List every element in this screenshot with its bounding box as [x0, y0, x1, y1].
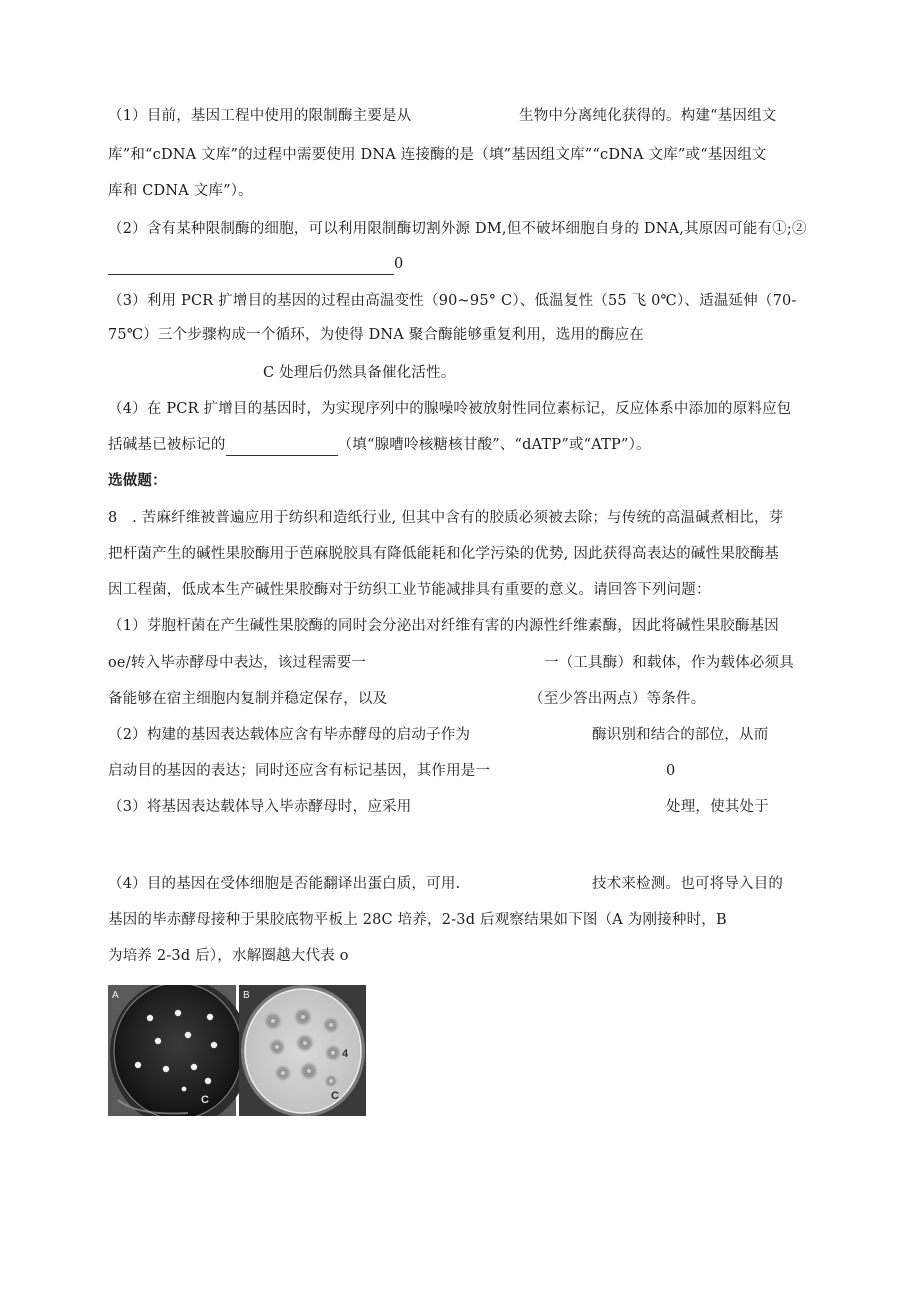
- q8-p3-line1a: （3）将基因表达载体导入毕赤酵母时，应采用: [108, 799, 412, 815]
- q8-p4-line2: 基因的毕赤酵母接种于果胶底物平板上 28C 培养，2-3d 后观察结果如下图（A 为刚接种时，B: [108, 912, 727, 928]
- q8-p2-line1a: （2）构建的基因表达载体应含有毕赤酵母的启动子作为: [108, 727, 471, 743]
- answer-blank: [226, 435, 338, 456]
- section-title: 选做题：: [108, 472, 167, 489]
- q1-line2: 库”和“cDNA 文库”的过程中需要使用 DNA 连接酶的是（填”基因组文库”“cDNA 文库”或“基因组文: [108, 147, 767, 163]
- q1-line1a: （1）目前，基因工程中使用的限制酶主要是从: [108, 108, 412, 124]
- q8-p1-line2b: 一（工具酶）和载体，作为载体必须具: [544, 655, 794, 671]
- q8-p2-line1b: 酶识别和结合的部位，从而: [592, 727, 769, 743]
- panel-b-label: B: [243, 990, 250, 1001]
- q8-p4-line3: 为培养 2-3d 后），水解圈越大代表 o: [108, 948, 349, 964]
- panel-b-mark-4: 4: [342, 1048, 349, 1060]
- q1-line3: 库和 CDNA 文库”）。: [108, 183, 253, 199]
- q4-line2a: 括碱基已被标记的: [108, 437, 226, 453]
- q3-line3: C 处理后仍然具备催化活性。: [263, 365, 456, 381]
- answer-blank: [108, 254, 394, 275]
- q8-p4-line1b: 技术来检测。也可将导入目的: [592, 876, 784, 892]
- hydrolysis-halos: [263, 1007, 342, 1088]
- q2-line2: [108, 254, 403, 275]
- q4-line2: [108, 435, 651, 456]
- q8-p1-line1: （1）芽胞杆菌在产生碱性果胶酶的同时会分泌出对纤维有害的内源性纤维素酶，因此将碱性果胶酶基因: [108, 618, 779, 634]
- q8-p4-line1a: （4）目的基因在受体细胞是否能翻译出蛋白质，可用.: [108, 876, 461, 892]
- q8-p1-line3a: 备能够在宿主细胞内复制并稳定保存，以及: [108, 691, 388, 707]
- q8-p1-line2a: oe/转入毕赤酵母中表达，该过程需要一: [108, 655, 366, 671]
- q3-line1: （3）利用 PCR 扩增目的基因的过程由高温变性（90~95° C）、低温复性（55 飞 0℃）、适温延伸（70-: [108, 293, 797, 309]
- q1-line1b: 生物中分离纯化获得的。构建“基因组文: [519, 108, 777, 124]
- q8-p3-line1b: 处理，使其处于: [666, 799, 769, 815]
- q8-p2-line2b: 0: [666, 763, 676, 779]
- q8-intro2: 把杆菌产生的碱性果胶酶用于芭麻脱胶具有降低能耗和化学污染的优势, 因此获得高表达的碱性果胶酶基: [108, 546, 780, 562]
- q8-p1-line3b: （至少答出两点）等条件。: [529, 691, 706, 707]
- q8-intro1: 8 . 苦麻纤维被普遍应用于纺织和造纸行业, 但其中含有的胶质必须被去除；与传统的高温碱煮相比，芽: [108, 510, 784, 526]
- q4-line1: （4）在 PCR 扩增目的基因时，为实现序列中的腺噪呤被放射性同位素标记，反应体系中添加的原料应包: [108, 401, 792, 417]
- panel-b: [239, 985, 366, 1116]
- panel-a-label: A: [112, 990, 119, 1001]
- q4-line2b: （填“腺嘈呤核糖核甘酸”、“dATP”或“ATP”）。: [337, 437, 651, 453]
- q3-line2: 75℃）三个步骤构成一个循环，为使得 DNA 聚合酶能够重复利用，选用的酶应在: [108, 327, 644, 343]
- panel-a-mark-c: C: [201, 1094, 209, 1106]
- panel-a: [108, 985, 250, 1116]
- q8-intro3: 因工程菌，低成本生产碱性果胶酶对于纺织工业节能减排具有重要的意义。请回答下列问题：: [108, 582, 711, 598]
- q2-line2-end: 0: [394, 256, 404, 272]
- petri-dish-figure: [108, 985, 366, 1116]
- q2-line1: （2）含有某种限制酶的细胞，可以利用限制酶切割外源 DM,但不破坏细胞自身的 DNA,其原因可能有①;②: [108, 221, 807, 237]
- q8-p2-line2a: 启动目的基因的表达；同时还应含有标记基因，其作用是一: [108, 763, 491, 779]
- panel-b-mark-c: C: [331, 1090, 339, 1102]
